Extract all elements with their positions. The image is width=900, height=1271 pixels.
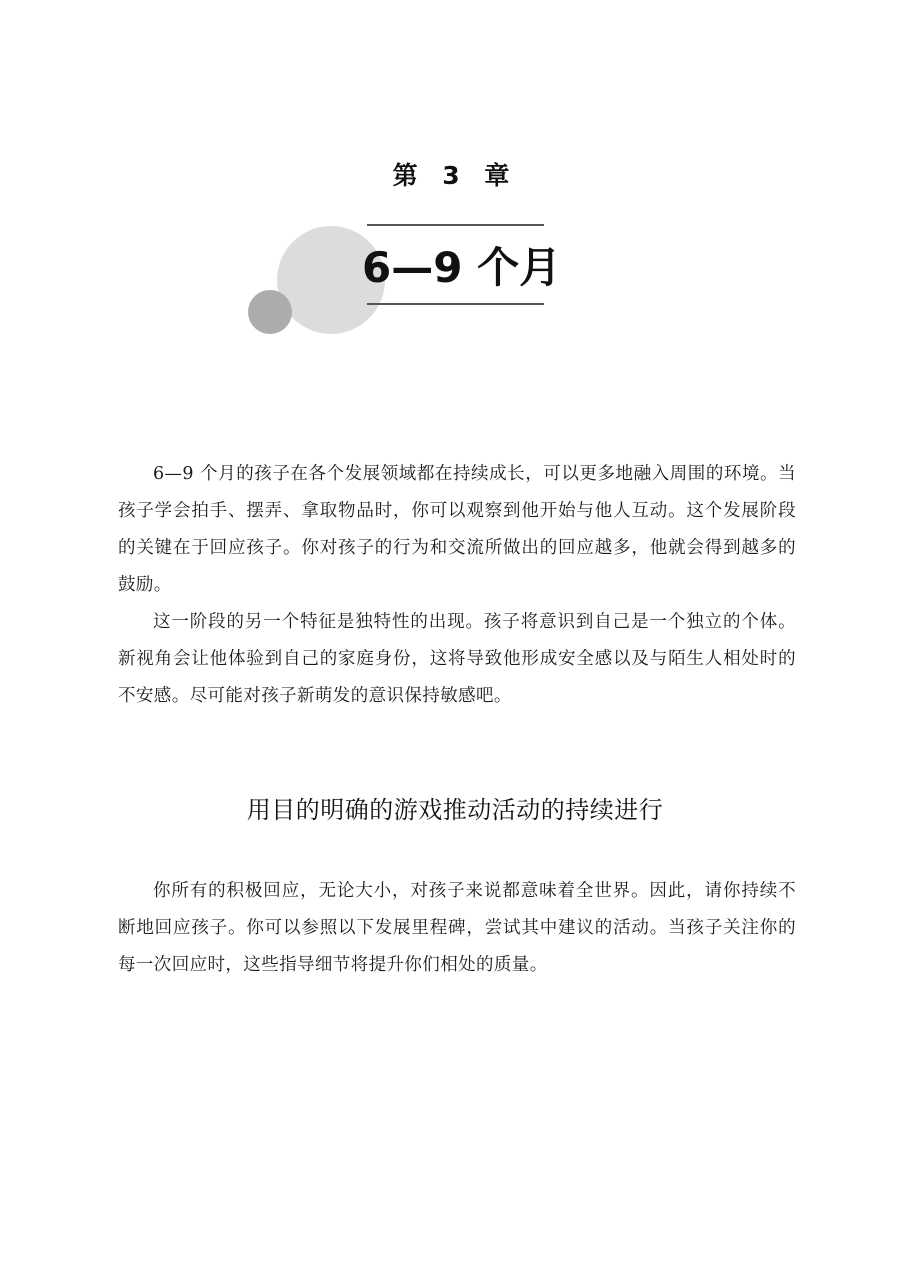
intro-paragraph-2: 这一阶段的另一个特征是独特性的出现。孩子将意识到自己是一个独立的个体。新视角会让他体验到自己的家庭身份，这将导致他形成安全感以及与陌生人相处时的不安感。尽可能对孩子新萌发的意识保持敏感吧。 [118,612,796,706]
section-heading: 用目的明确的游戏推动活动的持续进行 [246,796,664,824]
section-paragraph-1: 你所有的积极回应，无论大小，对孩子来说都意味着全世界。因此，请你持续不断地回应孩子。你可以参照以下发展里程碑，尝试其中建议的活动。当孩子关注你的每一次回应时，这些指导细节将提升你们相处的质量。 [118,881,796,975]
decorative-small-circle [248,290,292,334]
title-rule-top [367,224,544,226]
section-text [118,873,796,984]
intro-text [118,456,796,715]
title-rule-bottom [367,303,544,305]
intro-paragraph-1: 6—9 个月的孩子在各个发展领域都在持续成长，可以更多地融入周围的环境。当孩子学会拍手、摆弄、拿取物品时，你可以观察到他开始与他人互动。这个发展阶段的关键在于回应孩子。你对孩子的行为和交流所做出的回应越多，他就会得到越多的鼓励。 [118,464,796,595]
chapter-label: 第 3 章 [392,161,518,190]
chapter-title: 6—9 个月 [362,243,562,292]
